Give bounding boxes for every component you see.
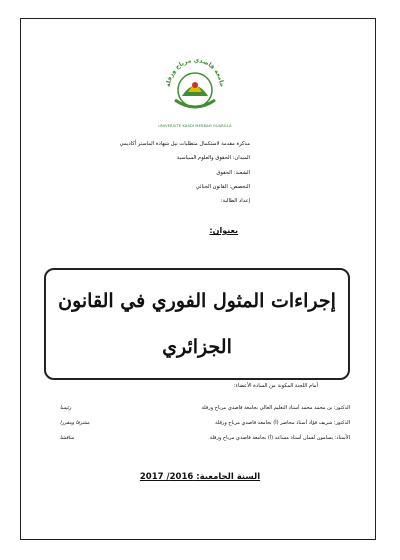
committee-member: الدكتور: شريف فؤاد أستاذ محاضر (أ) بجامعة قاصدي مرباح ورقلة (215, 420, 350, 426)
logo-caption: UNIVERSITE KASDI MERBAH OUARGLA (158, 124, 232, 128)
academic-year: السنة الجامعية: 2016/ 2017 (139, 472, 261, 482)
thesis-title-line2: الجزائري (162, 336, 232, 358)
committee-row (60, 401, 350, 416)
specialty-line: التخصص: القانون الجنائي (195, 184, 250, 190)
committee-role: مناقشا (60, 435, 75, 441)
committee-member: الدكتور: بن محمد محمد أستاذ التعليم العالي بجامعة قاصدي مرباح ورقلة (201, 405, 350, 411)
university-logo (160, 52, 230, 122)
committee-row (60, 431, 350, 446)
thesis-purpose-line: مذكرة مقدمة لاستكمال متطلبات نيل شهادة الماستر أكاديمي (119, 141, 250, 147)
committee-row (60, 416, 350, 431)
field-line: الميدان: الحقوق والعلوم السياسية (176, 155, 250, 161)
topic-label: بعنوان: (209, 226, 238, 235)
committee-role: مشرفا ومقررا (60, 420, 90, 426)
prepared-by-line: إعداد الطالبة: (220, 198, 250, 204)
logo-university-name: جامعة قاصدي مرباح ورقلة (164, 56, 226, 88)
thesis-title-line1: إجراءات المثول الفوري في القانون (58, 290, 336, 312)
branch-line: الشعبة: الحقوق (216, 170, 250, 176)
committee-role: رئيسا (60, 405, 72, 411)
committee-member: الأستاذ: يسامون لقمان أستاذ مساعد (أ) بجامعة قاصدي مرباح ورقلة (209, 435, 350, 441)
committee-list (60, 401, 350, 446)
thesis-title-box (44, 268, 350, 380)
committee-label: أمام اللجنة المكونة من السادة الأعضاء: (233, 383, 318, 389)
